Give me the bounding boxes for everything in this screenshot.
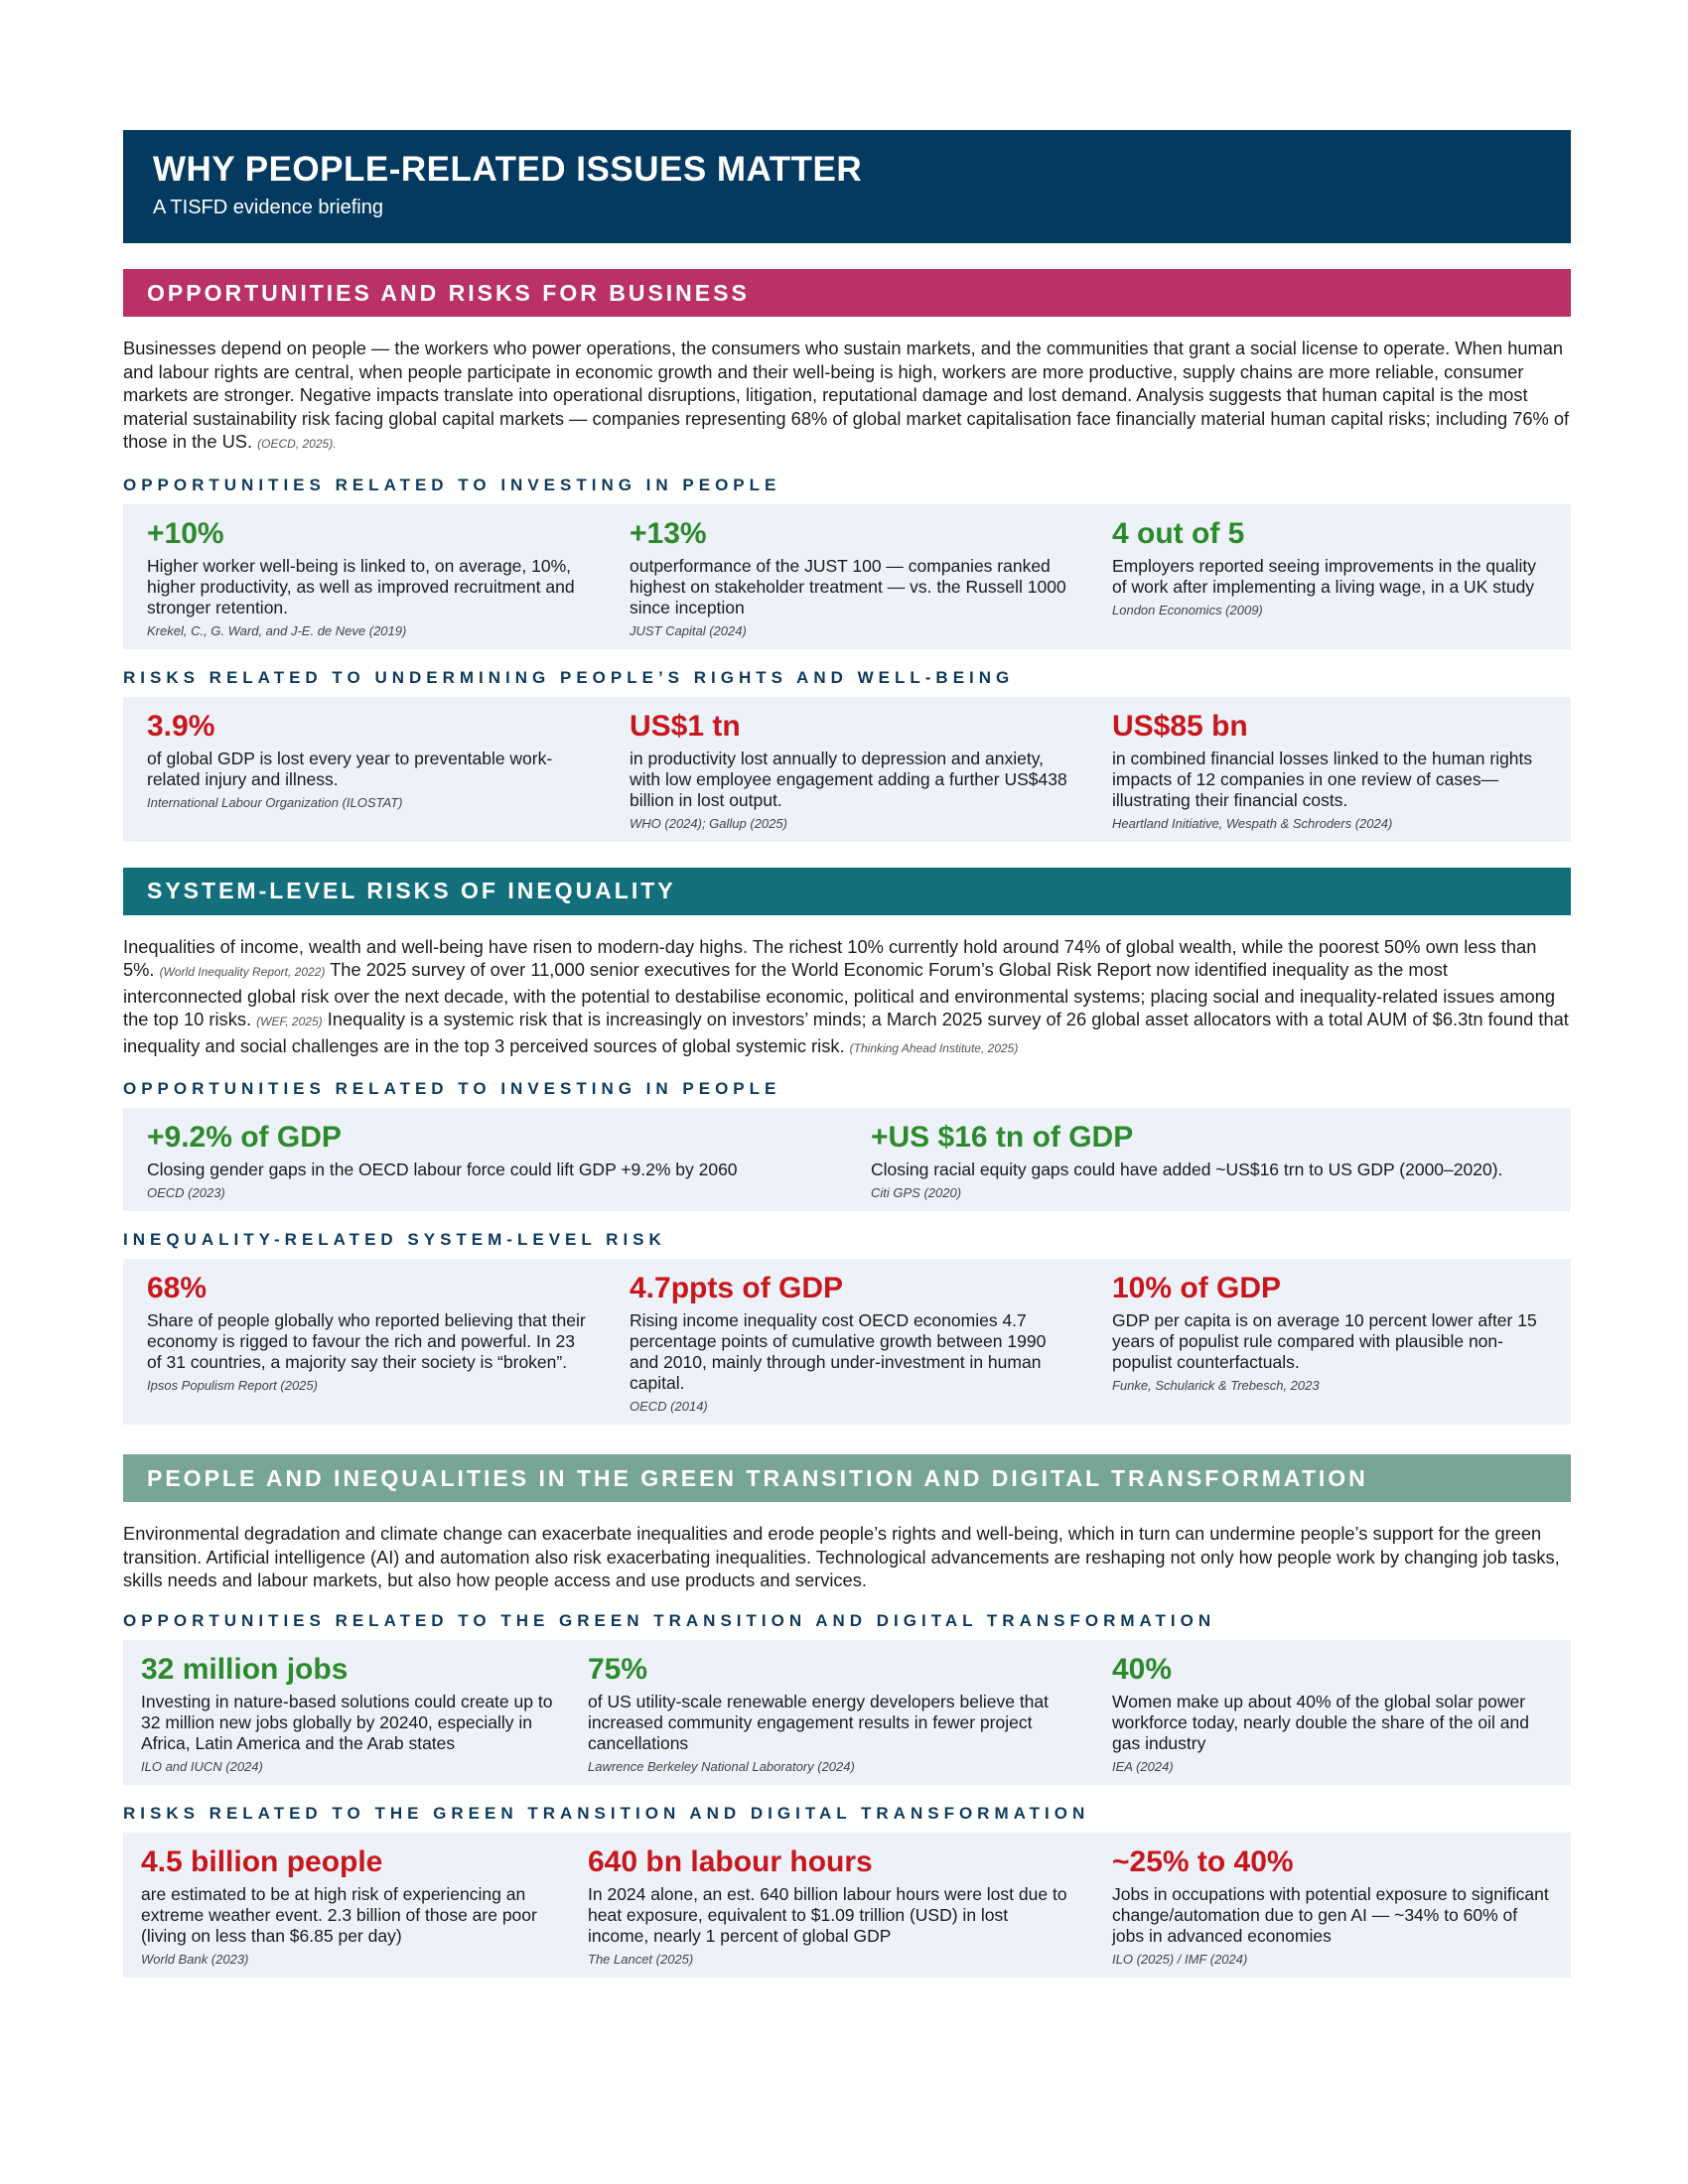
stat-card [1088,1652,1571,1775]
stat-description: of global GDP is lost every year to preventable work-related injury and illness. [147,748,553,789]
stat-card [1088,1844,1571,1968]
stat-description: Rising income inequality cost OECD economies 4.7 percentage points of cumulative growth between 1990 and 2010, mainly through under-investment in human capital. [630,1310,1047,1393]
stat-value: 4.5 billion people [141,1844,383,1878]
stat-source: London Economics (2009) [1112,602,1263,617]
stat-description: are estimated to be at high risk of experiencing an extreme weather event. 2.3 billion of those are poor (living on less than $6.85 per day) [141,1883,537,1946]
stat-description: of US utility-scale renewable energy developers believe that increased community engagement results in fewer project cancellations [588,1691,1050,1753]
stat-source: WHO (2024); Gallup (2025) [630,815,787,831]
stat-description: In 2024 alone, an est. 640 billion labour hours were lost due to heat exposure, equivalent to $1.09 trillion (USD) in lost income, nearly 1 percent of global GDP [588,1883,1067,1946]
stat-card [123,1844,588,1968]
page-title: WHY PEOPLE-RELATED ISSUES MATTER [153,150,863,189]
stat-description: Share of people globally who reported believing that their economy is rigged to favour the rich and powerful. In 23 of 31 countries, a majority say their society is “broken”. [147,1310,586,1372]
label-transition-opportunities: OPPORTUNITIES RELATED TO THE GREEN TRANSITION AND DIGITAL TRANSFORMATION [123,1610,1216,1630]
stat-description: Higher worker well-being is linked to, on average, 10%, higher productivity, as well as improved recruitment and stronger retention. [147,555,575,617]
stat-source: Lawrence Berkeley National Laboratory (2024) [588,1758,855,1774]
section-header-inequality: SYSTEM-LEVEL RISKS OF INEQUALITY [123,868,1571,915]
stat-card [588,1652,1088,1775]
stat-card [123,709,606,832]
stat-value: 10% of GDP [1112,1272,1282,1304]
stat-description: Investing in nature-based solutions could create up to 32 million new jobs globally by 20240, especially in Africa, Latin America and the Arab states [141,1691,553,1753]
stat-value: 32 million jobs [141,1652,349,1686]
stat-source: Krekel, C., G. Ward, and J-E. de Neve (2019) [147,622,407,638]
stat-value: US$1 tn [630,709,741,743]
stat-value: 40% [1112,1652,1173,1686]
stat-description: Women make up about 40% of the global solar power workforce today, nearly double the share of the oil and gas industry [1112,1691,1529,1753]
stat-value: 68% [147,1272,208,1304]
stat-source: JUST Capital (2024) [630,622,747,638]
section-header-business: OPPORTUNITIES AND RISKS FOR BUSINESS [123,269,1571,317]
stat-source: International Labour Organization (ILOSTAT) [147,794,403,810]
stat-card [1088,516,1571,639]
stat-description: Employers reported seeing improvements in the quality of work after implementing a living wage, in a UK study [1112,555,1537,597]
stat-card [588,1844,1088,1968]
stat-source: IEA (2024) [1112,1758,1174,1774]
label-transition-risks: RISKS RELATED TO THE GREEN TRANSITION AND DIGITAL TRANSFORMATION [123,1803,1090,1823]
stat-description: GDP per capita is on average 10 percent lower after 15 years of populist rule compared with plausible non-populist counterfactuals. [1112,1310,1537,1372]
stat-value: 3.9% [147,709,215,743]
stat-value: +13% [630,516,707,550]
stat-card [123,1652,588,1775]
stat-source: Citi GPS (2020) [871,1185,962,1200]
stat-value: US$85 bn [1112,709,1248,743]
page-subtitle: A TISFD evidence briefing [153,197,383,218]
stat-card [123,516,606,639]
stat-value: 640 bn labour hours [588,1844,873,1878]
stat-card [847,1120,1571,1201]
transition-risks-band [123,1833,1571,1978]
stat-description: in productivity lost annually to depression and anxiety, with low employee engagement adding a further US$438 billion in lost output. [630,748,1067,810]
stat-source: OECD (2023) [147,1185,225,1200]
stat-source: ILO (2025) / IMF (2024) [1112,1951,1248,1967]
stat-value: +10% [147,516,224,550]
stat-source: Ipsos Populism Report (2025) [147,1378,318,1393]
label-inequality-opportunities: OPPORTUNITIES RELATED TO INVESTING IN PEOPLE [123,1079,781,1098]
stat-description: Closing racial equity gaps could have added ~US$16 trn to US GDP (2000–2020). [871,1160,1503,1179]
stat-card [1088,1271,1571,1415]
transition-opportunities-band [123,1640,1571,1785]
stat-description: Closing gender gaps in the OECD labour force could lift GDP +9.2% by 2060 [147,1160,738,1179]
inequality-opportunities-band [123,1108,1571,1211]
stat-source: OECD (2014) [630,1399,708,1414]
section-header-transition: PEOPLE AND INEQUALITIES IN THE GREEN TRANSITION AND DIGITAL TRANSFORMATION [123,1454,1571,1502]
stat-source: Heartland Initiative, Wespath & Schroders (2024) [1112,815,1393,831]
stat-card [123,1271,606,1415]
title-bar [123,130,1571,243]
stat-value: ~25% to 40% [1112,1844,1294,1878]
stat-source: ILO and IUCN (2024) [141,1758,263,1774]
section-transition-body: Environmental degradation and climate change can exacerbate inequalities and erode people’s rights and well-being, which in turn can undermine people’s support for the green transition. Artificial intelligence (AI) and automation also risk exacerbating inequalities. Technological advancements are reshaping not only how people work by changing job tasks, skills needs and labour markets, but also how people access and use products and services. [123,1523,1560,1590]
inequality-risks-band [123,1259,1571,1425]
section-business-body: Businesses depend on people — the workers who power operations, the consumers who sustain markets, and the communities that grant a social license to operate. When human and labour rights are central, when people participate in economic growth and their well-being is high, workers are more productive, supply chains are more reliable, consumer markets are stronger. Negative impacts translate into operational disruptions, litigation, reputational damage and lost demand. Analysis suggests that human capital is the most material sustainability risk facing global capital markets — companies representing 68% of global market capitalisation face financially material human capital risks; including 76% of those in the US. (OECD, 2025). [123,338,1570,452]
section-inequality-body: Inequalities of income, wealth and well-being have risen to modern-day highs. The richest 10% currently hold around 74% of global wealth, while the poorest 50% own less than 5%. (World Inequality Report, 2022) The 2025 survey of over 11,000 senior executives for the World Economic Forum’s Global Risk Report now identified inequality as the most interconnected global risk over the next decade, with the potential to destabilise economic, political and environmental systems; placing social and inequality-related issues among the top 10 risks. (WEF, 2025) Inequality is a systemic risk that is increasingly on investors’ minds; a March 2025 survey of 26 global asset allocators with a total AUM of $6.3tn found that inequality and social challenges are in the top 3 perceived sources of global systemic risk. (Thinking Ahead Institute, 2025) [123,935,1569,1056]
stat-card [1088,709,1571,832]
stat-description: Jobs in occupations with potential exposure to significant change/automation due to gen AI — ~34% to 60% of jobs in advanced economies [1112,1883,1549,1946]
label-business-opportunities: OPPORTUNITIES RELATED TO INVESTING IN PEOPLE [123,475,781,494]
stat-card [123,1120,847,1201]
label-inequality-risks: INEQUALITY-RELATED SYSTEM-LEVEL RISK [123,1230,666,1249]
stat-card [606,516,1088,639]
stat-value: 75% [588,1652,648,1686]
stat-description: in combined financial losses linked to the human rights impacts of 12 companies in one review of cases— illustrating their financial costs. [1112,748,1533,810]
stat-source: The Lancet (2025) [588,1951,694,1967]
stat-value: +9.2% of GDP [147,1121,342,1154]
stat-value: +US $16 tn of GDP [871,1121,1134,1154]
stat-source: World Bank (2023) [141,1951,249,1967]
business-risks-band [123,697,1571,842]
stat-card [606,709,1088,832]
business-opportunities-band [123,504,1571,649]
stat-description: outperformance of the JUST 100 — companies ranked highest on stakeholder treatment — vs. the Russell 1000 since inception [630,555,1066,617]
stat-card [606,1271,1088,1415]
briefing-page [123,130,1571,1978]
label-business-risks: RISKS RELATED TO UNDERMINING PEOPLE’S RIGHTS AND WELL-BEING [123,667,1015,687]
stat-value: 4.7ppts of GDP [630,1272,844,1304]
stat-value: 4 out of 5 [1112,516,1245,550]
stat-source: Funke, Schularick & Trebesch, 2023 [1112,1378,1320,1393]
